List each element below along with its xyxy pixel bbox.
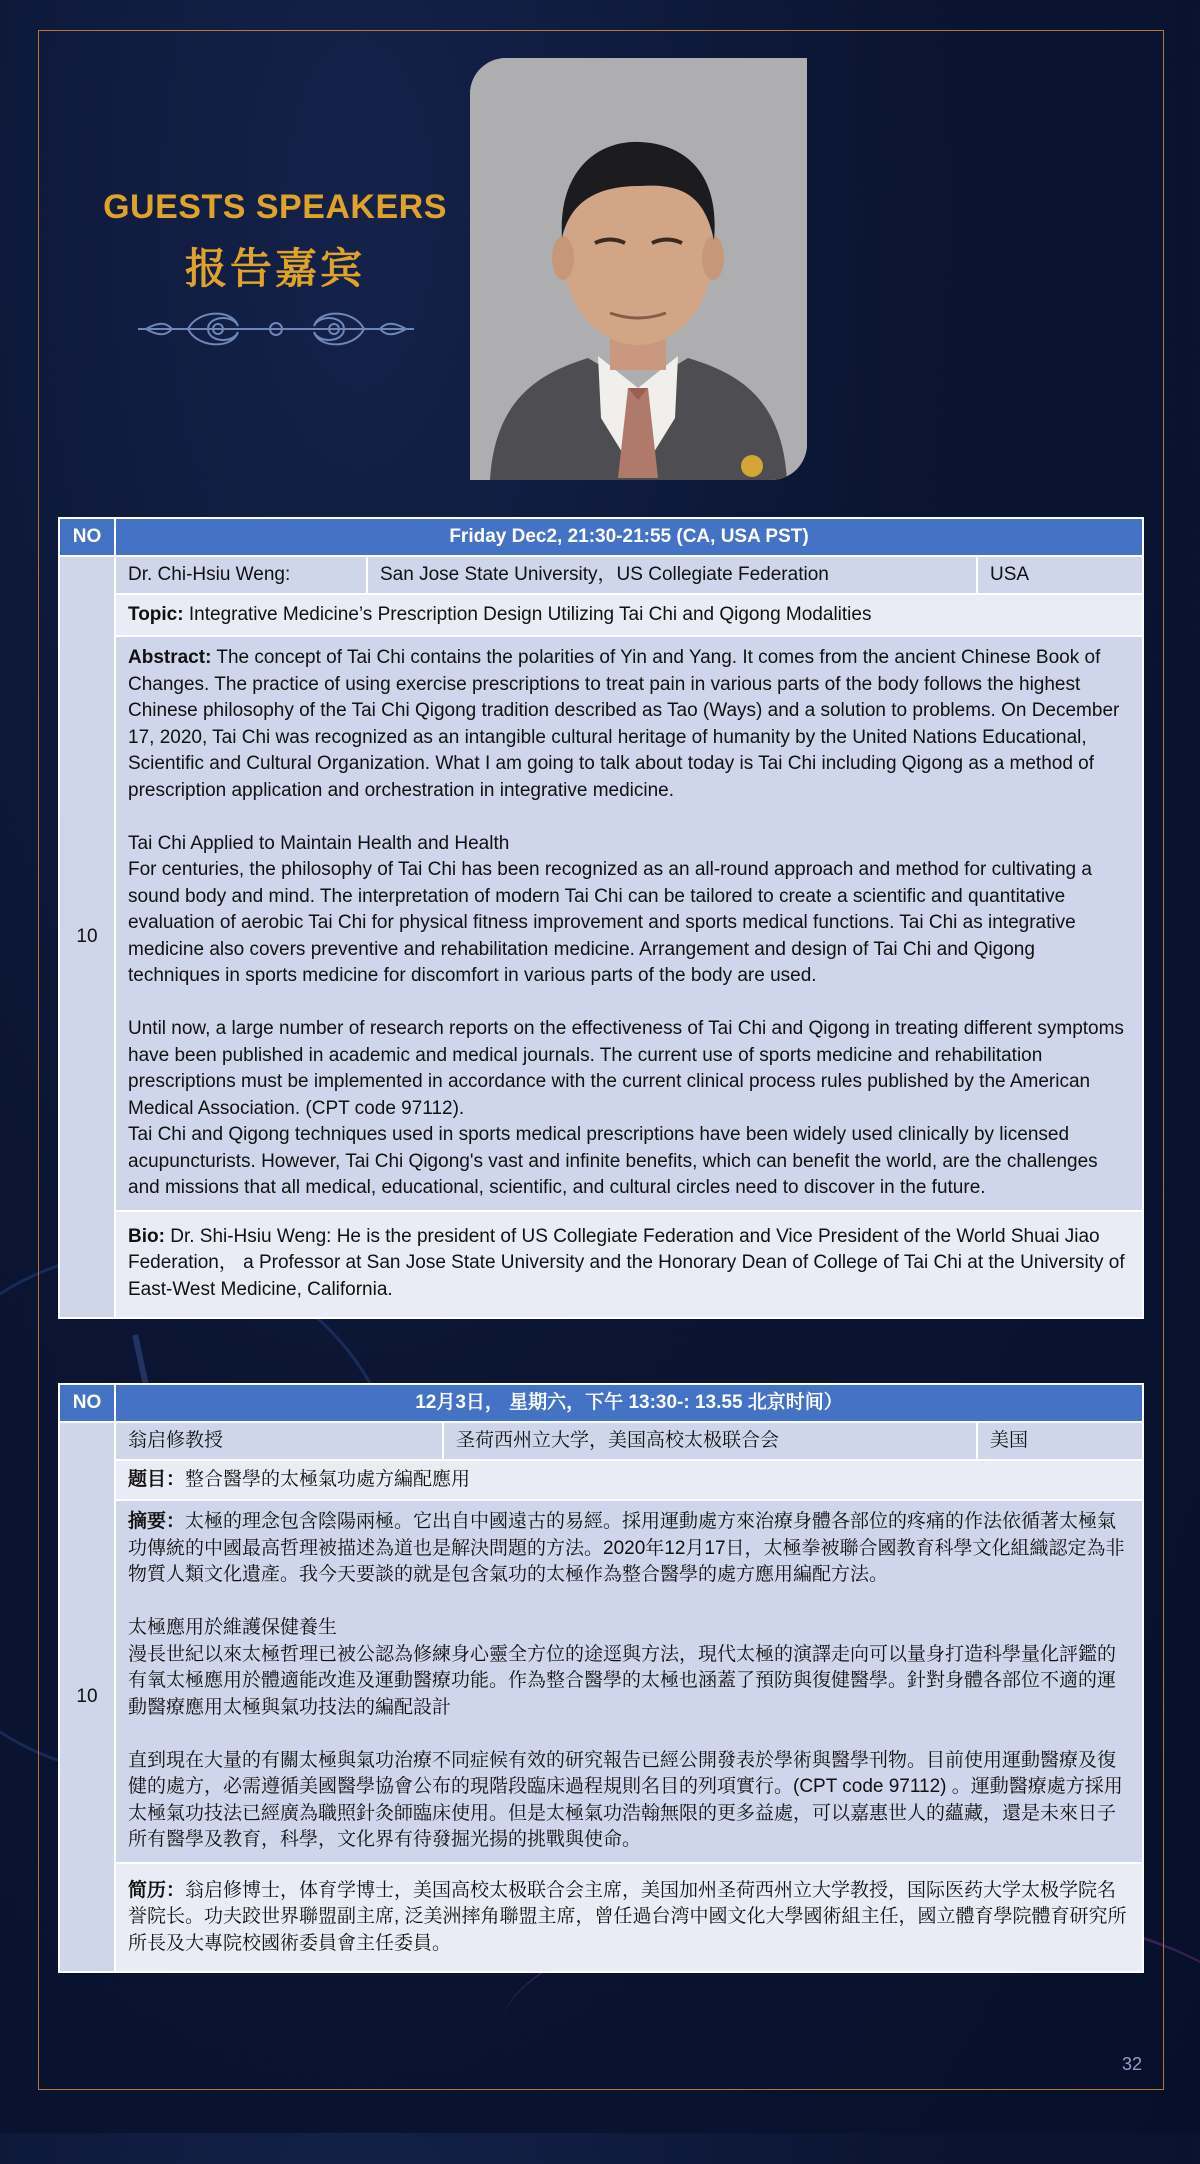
bio-label: 简历： <box>128 1879 186 1901</box>
topic-label: Topic: <box>128 603 184 625</box>
row-number: 10 <box>59 1422 115 1972</box>
page-title: GUESTS SPEAKERS <box>103 188 447 226</box>
bio-cell <box>115 1863 1143 1973</box>
speaker-table-chinese <box>58 1383 1144 1973</box>
abstract-cell <box>115 636 1143 1211</box>
abstract-paragraph: Until now, a large number of research reports on the effectiveness of Tai Chi and Qigong in treating different symptoms have been published in academic and medical journals. The current use of sports medicine and rehabilitation prescriptions must be implemented in accordance with the current clinical process rules published by the American Medical Association. (CPT code 97112). <box>128 1018 1124 1119</box>
abstract-subheading: 太極應用於維護保健養生 <box>128 1617 338 1638</box>
speaker-country: USA <box>977 556 1143 594</box>
session-schedule: Friday Dec2, 21:30-21:55 (CA, USA PST) <box>115 518 1143 556</box>
bio-label: Bio: <box>128 1225 165 1247</box>
abstract-cell <box>115 1500 1143 1863</box>
abstract-paragraph: Tai Chi and Qigong techniques used in sports medical prescriptions have been widely used clinically by licensed acupuncturists. However, Tai Chi Qigong's vast and infinite benefits, which can benefit the world, are the challenges and missions that all medical, educational, scientific, and cultural circles need to discover in the future. <box>128 1124 1098 1198</box>
page-title-chinese: 报告嘉宾 <box>184 245 365 292</box>
session-schedule: 12月3日， 星期六，下午 13:30-: 13.55 北京时间） <box>115 1384 1143 1422</box>
ornament-divider <box>138 304 414 354</box>
speaker-affiliation: San Jose State University，US Collegiate Federation <box>367 556 977 594</box>
abstract-paragraph: 漫長世紀以來太極哲理已被公認為修練身心靈全方位的途逕與方法，現代太極的演譯走向可以量身打造科學量化評鑑的有氧太極應用於體適能改進及運動醫療功能。作為整合醫學的太極也涵蓋了預防與復健醫學。針對身體各部位不適的運動醫療應用太極與氣功技法的編配設計 <box>128 1643 1117 1718</box>
abstract-paragraph: For centuries, the philosophy of Tai Chi has been recognized as an all-round approach and method for cultivating a sound body and mind. The interpretation of modern Tai Chi can be tailored to create a scientific and quantitative evaluation of aerobic Tai Chi for physical fitness improvement and sports medical functions. Tai Chi as integrative medicine also covers preventive and rehabilitation medicine. Arrangement and design of Tai Chi and Qigong techniques in sports medicine for discomfort in various parts of the body are used. <box>128 859 1092 986</box>
bio-cell <box>115 1211 1143 1319</box>
no-header: NO <box>59 1384 115 1422</box>
table-header-row <box>59 518 1143 556</box>
abstract-label: 摘要： <box>128 1511 186 1532</box>
speaker-affiliation: 圣荷西州立大学，美国高校太极联合会 <box>443 1422 977 1460</box>
speaker-country: 美国 <box>977 1422 1143 1460</box>
abstract-paragraph: 摘要：太極的理念包含陰陽兩極。它出自中國遠古的易經。採用運動處方來治療身體各部位的疼痛的作法依循著太極氣功傳統的中國最高哲理被描述為道也是解決問題的方法。2020年12月17日，太極拳被聯合國教育科學文化組織認定為非物質人類文化遺產。我今天要談的就是包含氣功的太極作為整合醫學的處方應用編配方法。 <box>128 1511 1125 1585</box>
abstract-paragraph: Abstract: The concept of Tai Chi contains the polarities of Yin and Yang. It comes from the ancient Chinese Book of Changes. The practice of using exercise prescriptions to treat pain in various parts of the body follows the highest Chinese philosophy of the Tai Chi Qigong tradition described as Tao (Ways) and a solution to problems. On December 17, 2020, Tai Chi was recognized as an intangible cultural heritage of humanity by the United Nations Educational, Scientific and Cultural Organization. What I am going to talk about today is Tai Chi including Qigong as a method of prescription application and orchestration in integrative medicine. <box>128 647 1120 801</box>
topic-label: 题目： <box>128 1468 186 1490</box>
bio-text: Dr. Shi-Hsiu Weng: He is the president of US Collegiate Federation and Vice President of the World Shuai Jiao Federation， a Professor at San Jose State University and the Honorary Dean of College of Tai Chi at the University of East-West Medicine, California. <box>128 1225 1125 1300</box>
speaker-photo <box>470 58 807 480</box>
table-header-row <box>59 1384 1143 1422</box>
abstract-paragraph: 直到現在大量的有關太極與氣功治療不同症候有效的研究報告已經公開發表於學術與醫學刊物。目前使用運動醫療及復健的處方，必需遵循美國醫學協會公布的現階段臨床過程規則名目的列項實行。(CPT code 97112) 。運動醫療處方採用太極氣功技法已經廣為職照針灸師臨床使用。但是太極氣功浩翰無限的更多益處，可以嘉惠世人的蘊藏，還是未來日子所有醫學及教育，科學，文化界有待發掘光揚的挑戰與使命。 <box>128 1749 1123 1850</box>
abstract-label: Abstract: <box>128 647 212 668</box>
page-number: 32 <box>1121 2054 1142 2074</box>
abstract-subheading: Tai Chi Applied to Maintain Health and Health <box>128 832 510 854</box>
speaker-table <box>58 517 1144 1319</box>
bio-text: 翁启修博士，体育学博士，美国高校太极联合会主席，美国加州圣荷西州立大学教授，国际医药大学太极学院名誉院长。功夫跤世界聯盟副主席, 泛美洲摔角聯盟主席，曾任過台湾中國文化大學國術組主任，國立體育學院體育研究所所長及大專院校國術委員會主任委員。 <box>128 1879 1127 1954</box>
topic-text: 整合醫學的太極氣功處方編配應用 <box>185 1468 471 1490</box>
topic-text: Integrative Medicine’s Prescription Design Utilizing Tai Chi and Qigong Modalities <box>183 603 872 625</box>
speaker-name: Dr. Chi-Hsiu Weng: <box>115 556 367 594</box>
row-number: 10 <box>59 556 115 1318</box>
speaker-name: 翁启修教授 <box>115 1422 443 1460</box>
no-header: NO <box>59 518 115 556</box>
topic-cell <box>115 1460 1143 1500</box>
topic-cell <box>115 594 1143 636</box>
